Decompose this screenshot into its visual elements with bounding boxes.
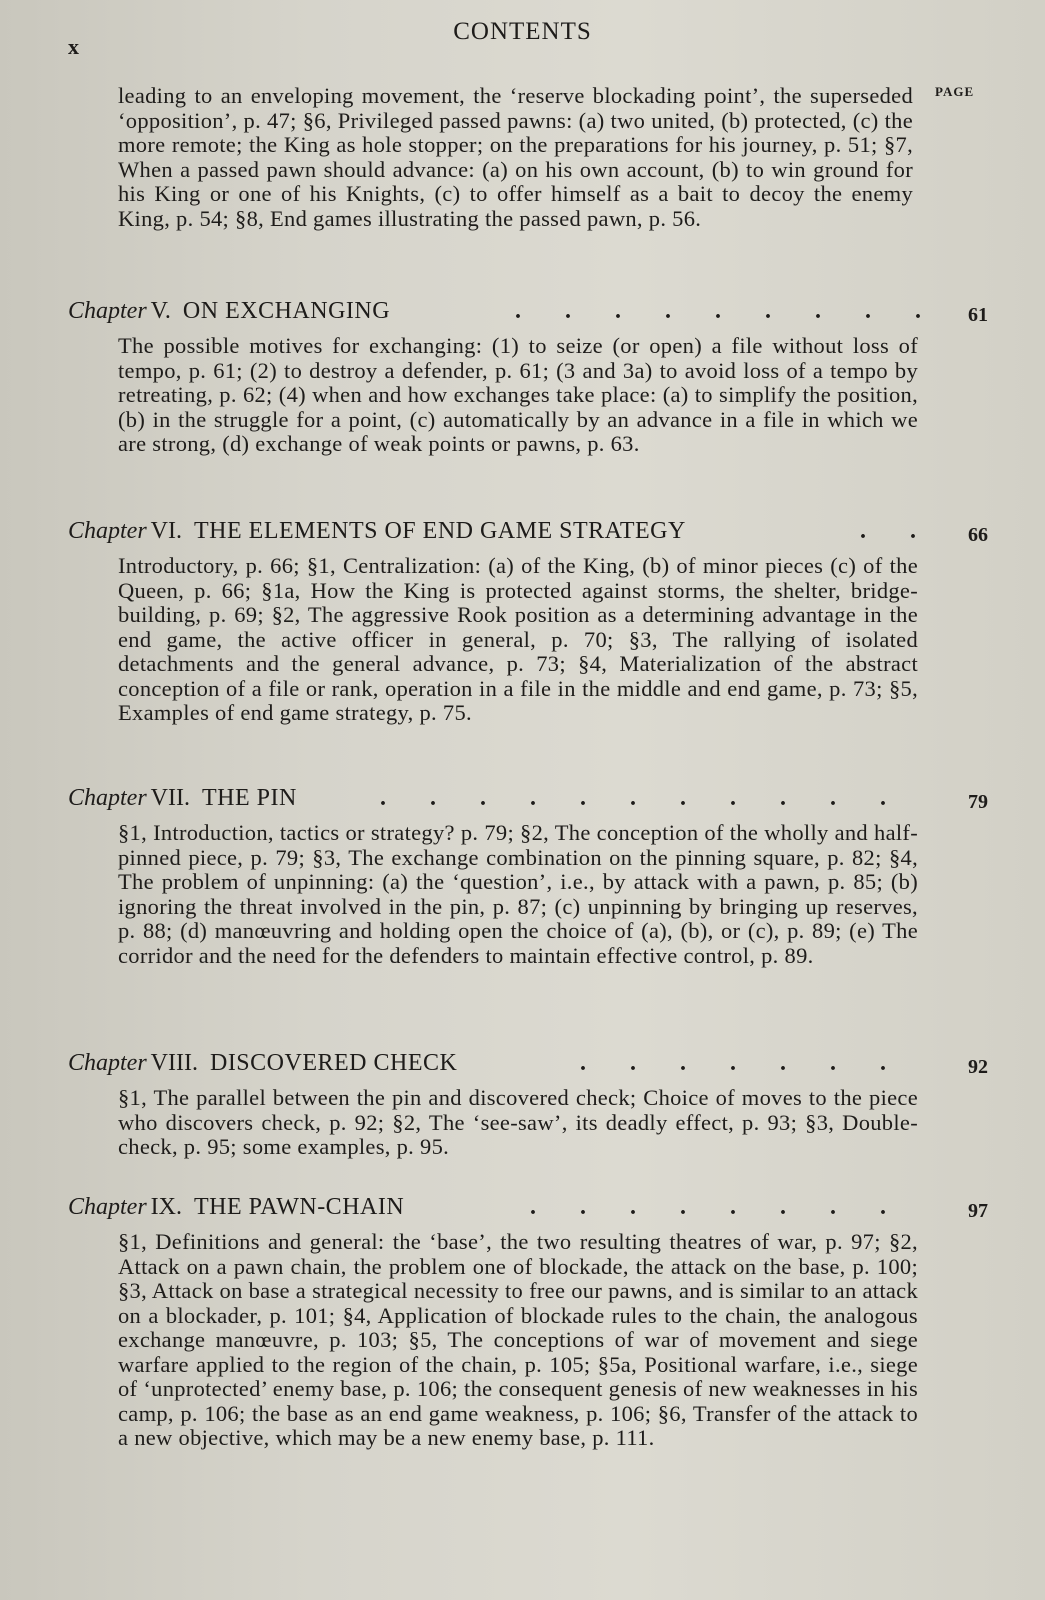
chapter-summary: Introductory, p. 66; §1, Centralization: (a) of the King, (b) of minor pieces (c) of the Queen, p. 66; §1a, How the King is protected against storms, the shelter, bridge-building, p. 69; §2, The aggressive Rook position as a determining advantage in the end game, the active officer in general, p. 70; §3, The rallying of isolated detachments and the general advance, p. 73; §4, Materialization of the abstract conception of a file or rank, operation in a file in the middle and end game, p. 73; §5, Examples of end game strategy, p. 75. <box>118 553 918 725</box>
chapter-word: Chapter <box>68 298 147 324</box>
chapter-heading <box>68 783 988 813</box>
chapter-page: 61 <box>968 304 988 326</box>
chapter-word: Chapter <box>68 1194 147 1220</box>
page-title: CONTENTS <box>453 18 592 45</box>
chapter-number: VI. <box>150 518 182 544</box>
dot-leader: . . . . . . . . <box>530 1194 886 1220</box>
chapter-title: THE ELEMENTS OF END GAME STRATEGY <box>194 518 686 544</box>
chapter-page: 97 <box>968 1200 988 1222</box>
dot-leader: . . . . . . . . . <box>515 298 921 324</box>
chapter-title: THE PIN <box>202 785 297 811</box>
chapter-heading <box>68 1048 988 1078</box>
dot-leader: . . . . . . . . . . . <box>380 785 886 811</box>
page-column-label: PAGE <box>935 84 975 99</box>
chapter-title: DISCOVERED CHECK <box>209 1050 458 1076</box>
chapter-summary: The possible motives for exchanging: (1) to seize (or open) a file without loss of tempo, p. 61; (2) to destroy a defender, p. 61; (3 and 3a) to avoid loss of a tempo by retreating, p. 62; (4) when and how exchanges take place: (a) to simplify the position, (b) in the struggle for a point, (c) automatically by an advance in a file in which we are strong, (d) exchange of weak points or pawns, p. 63. <box>118 333 918 456</box>
chapter-title: THE PAWN-CHAIN <box>194 1194 405 1220</box>
chapter-word: Chapter <box>68 785 147 811</box>
chapter-summary: §1, The parallel between the pin and discovered check; Choice of moves to the piece who discovers check, p. 92; §2, The ‘see-saw’, its deadly effect, p. 93; §3, Double-check, p. 95; some examples, p. 95. <box>118 1085 918 1159</box>
chapter-page: 66 <box>968 524 988 546</box>
chapter-entry-vii <box>68 783 988 968</box>
continued-summary: leading to an enveloping movement, the ‘reserve blockading point’, the superseded ‘opposition’, p. 47; §6, Privileged passed pawns: (a) two united, (b) protected, (c) the more remote; the King as hole stopper; on the preparations for his journey, p. 51; §7, When a passed pawn should advance: (a) on his own account, (b) to win ground for his King or one of his Knights, (c) to offer himself as a bait to decoy the enemy King, p. 54; §8, End games illustrating the passed pawn, p. 56. <box>118 83 913 231</box>
page-number: x <box>68 34 79 59</box>
chapter-word: Chapter <box>68 1050 147 1076</box>
chapter-entry-viii <box>68 1048 988 1160</box>
chapter-heading <box>68 1192 988 1222</box>
chapter-heading <box>68 516 988 546</box>
chapter-word: Chapter <box>68 518 147 544</box>
dot-leader: . . . . . . . <box>580 1050 886 1076</box>
chapter-title: ON EXCHANGING <box>182 298 391 324</box>
chapter-entry-v <box>68 296 988 457</box>
chapter-entry-vi <box>68 516 988 726</box>
chapter-page: 92 <box>968 1056 988 1078</box>
chapter-entry-ix <box>68 1192 988 1451</box>
chapter-number: VIII. <box>150 1050 198 1076</box>
dot-leader: . . <box>860 518 916 544</box>
chapter-summary: §1, Introduction, tactics or strategy? p. 79; §2, The conception of the wholly and half-pinned piece, p. 79; §3, The exchange combination on the pinning square, p. 82; §4, The problem of unpinning: (a) the ‘question’, i.e., by attack with a pawn, p. 85; (b) ignoring the threat involved in the pin, p. 87; (c) unpinning by bringing up reserves, p. 88; (d) manœuvring and holding open the choice of (a), (b), or (c), p. 89; (e) The corridor and the need for the defenders to maintain effective control, p. 89. <box>118 820 918 968</box>
chapter-summary: §1, Definitions and general: the ‘base’, the two resulting theatres of war, p. 97; §2, Attack on a pawn chain, the problem one of blockade, the attack on the base, p. 100; §3, Attack on base a strategical necessity to free our pawns, and is similar to an attack on a blockader, p. 101; §4, Application of blockade rules to the chain, the analogous exchange manœuvre, p. 103; §5, The conceptions of war of movement and siege warfare applied to the region of the chain, p. 105; §5a, Positional warfare, i.e., siege of ‘unprotected’ enemy base, p. 106; the consequent genesis of new weaknesses in his camp, p. 106; the base as an end game weakness, p. 106; §6, Transfer of the attack to a new objective, which may be a new enemy base, p. 111. <box>118 1229 918 1450</box>
chapter-heading <box>68 296 988 326</box>
chapter-number: V. <box>150 298 171 324</box>
chapter-number: IX. <box>150 1194 182 1220</box>
chapter-page: 79 <box>968 791 988 813</box>
chapter-number: VII. <box>150 785 190 811</box>
